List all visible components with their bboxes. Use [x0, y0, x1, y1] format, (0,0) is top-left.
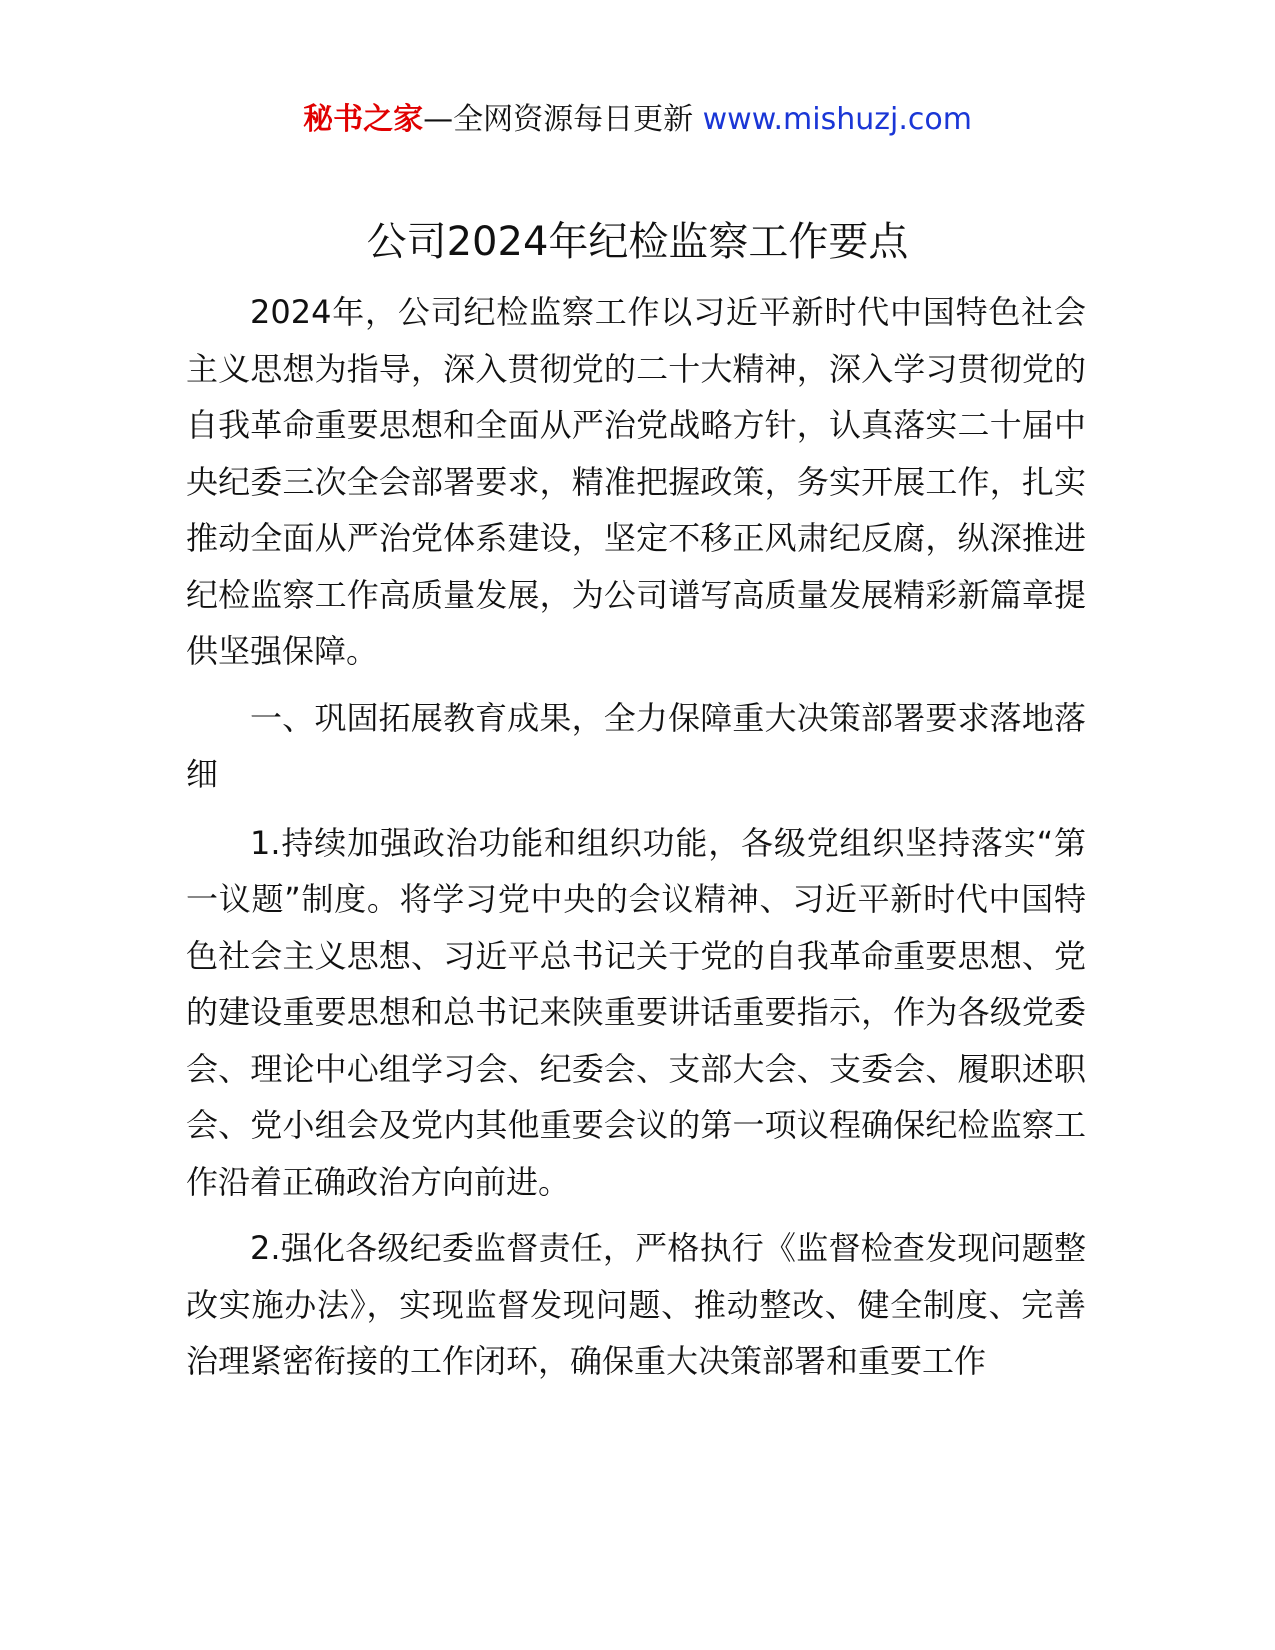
- website-link[interactable]: www.mishuzj.com: [702, 102, 972, 137]
- intro-paragraph: 2024年，公司纪检监察工作以习近平新时代中国特色社会主义思想为指导，深入贯彻党的二十大精神，深入学习贯彻党的自我革命重要思想和全面从严治党战略方针，认真落实二十届中央纪委三次全会部署要求，精准把握政策，务实开展工作，扎实推动全面从严治党体系建设，坚定不移正风肃纪反腐，纵深推进纪检监察工作高质量发展，为公司谱写高质量发展精彩新篇章提供坚强保障。: [186, 293, 1086, 670]
- item-paragraph-1: 1.持续加强政治功能和组织功能，各级党组织坚持落实“第一议题”制度。将学习党中央的会议精神、习近平新时代中国特色社会主义思想、习近平总书记关于党的自我革命重要思想、党的建设重要思想和总书记来陕重要讲话重要指示，作为各级党委会、理论中心组学习会、纪委会、支部大会、支委会、履职述职会、党小组会及党内其他重要会议的第一项议程确保纪检监察工作沿着正确政治方向前进。: [186, 823, 1086, 1201]
- header-slogan: —全网资源每日更新: [423, 102, 694, 137]
- section-heading-1: 一、巩固拓展教育成果，全力保障重大决策部署要求落地落细: [186, 698, 1086, 793]
- item-paragraph-2: 2.强化各级纪委监督责任，严格执行《监督检查发现问题整改实施办法》，实现监督发现问题、推动整改、健全制度、完善治理紧密衔接的工作闭环，确保重大决策部署和重要工作: [186, 1229, 1086, 1380]
- document-body: [186, 284, 1086, 1400]
- page-header: [0, 98, 1275, 142]
- document-title: 公司2024年纪检监察工作要点: [366, 219, 909, 265]
- brand-name: 秘书之家: [303, 102, 424, 137]
